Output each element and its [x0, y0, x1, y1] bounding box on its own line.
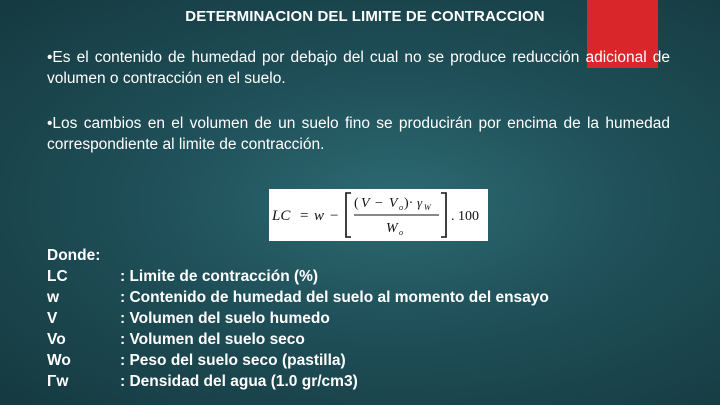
legend-description: : Peso del suelo seco (pastilla) [120, 352, 346, 369]
legend-symbol: Wo [47, 352, 71, 369]
formula-lhs: LC [272, 208, 291, 224]
legend-row [47, 371, 549, 392]
num-dot: )· [404, 196, 414, 211]
num-gamma-sub: W [424, 203, 431, 212]
legend-symbol: LC [47, 268, 68, 285]
formula-times-100: . 100 [451, 209, 479, 224]
formula-w: w [314, 208, 325, 224]
bullet-definition: •Es el contenido de humedad por debajo del cual no se produce reducción adicional de volumen o contracción en el suelo. [47, 49, 670, 87]
formula-equals: = [300, 208, 309, 224]
num-minus: − [375, 196, 383, 211]
formula-image [269, 189, 488, 241]
legend-description: : Contenido de humedad del suelo al momento del ensayo [120, 289, 549, 306]
den-sub: o [399, 228, 403, 237]
shrinkage-limit-formula [269, 189, 488, 241]
legend-row [47, 329, 549, 350]
num-vo: V [389, 196, 398, 211]
slide-title: DETERMINACION DEL LIMITE DE CONTRACCION [185, 8, 545, 25]
legend-row [47, 266, 549, 287]
legend-description: : Volumen del suelo seco [120, 331, 305, 348]
formula-minus: − [330, 208, 339, 224]
legend-heading: Donde: [47, 247, 101, 264]
variable-legend [47, 245, 549, 392]
legend-symbol: w [47, 289, 60, 306]
right-bracket [441, 193, 446, 237]
bullet-volume-change: •Los cambios en el volumen de un suelo fino se producirán por encima de la humedad correspondiente al limite de contracción. [47, 115, 670, 153]
legend-row [47, 350, 549, 371]
legend-description: : Volumen del suelo humedo [120, 310, 330, 327]
legend-description: : Densidad del agua (1.0 gr/cm3) [120, 373, 358, 390]
legend-symbol: V [47, 310, 58, 327]
num-open-paren: ( [354, 196, 359, 211]
num-gamma: γ [417, 195, 423, 210]
left-bracket [346, 193, 351, 237]
num-vo-sub: o [399, 203, 403, 212]
legend-symbol: Vo [47, 331, 66, 348]
num-v: V [361, 196, 370, 211]
legend-row [47, 287, 549, 308]
legend-description: : Limite de contracción (%) [120, 268, 319, 285]
legend-row [47, 308, 549, 329]
den-w: W [386, 221, 398, 236]
legend-symbol: Γw [47, 373, 69, 390]
